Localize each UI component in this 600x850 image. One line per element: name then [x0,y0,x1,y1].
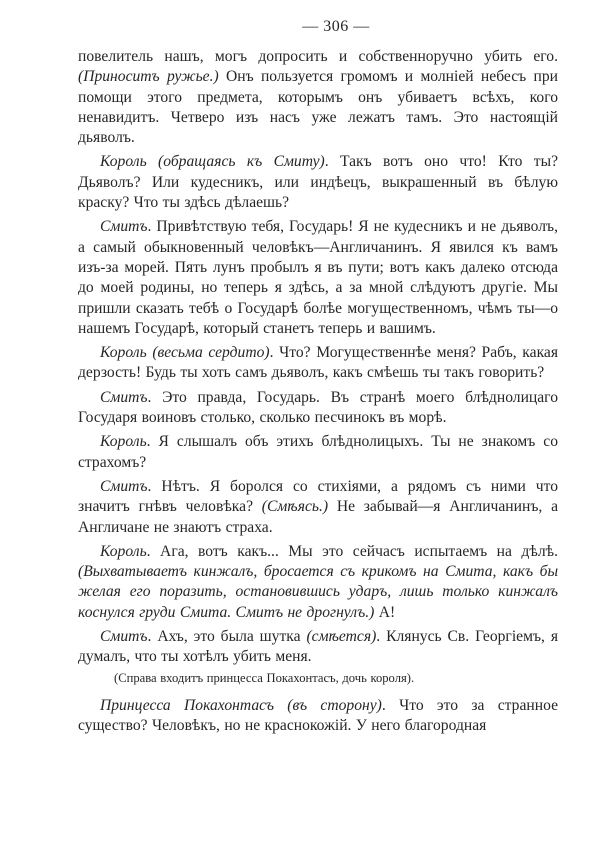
text-body [78,47,558,736]
dialogue-text: (Справа входитъ принцесса Покахонтасъ, дочь короля). [114,670,415,685]
stage-direction: (обращаясь къ Смиту) [158,153,325,171]
dialogue-paragraph [78,627,558,668]
speaker-name: Король [100,542,147,560]
dialogue-paragraph [78,696,558,737]
dialogue-text: Онъ пользуется громомъ и молніей небесъ при помощи этого предмета, которымъ онъ убиваетъ всѣхъ, кого ненавидитъ. Четверо изъ насъ уже лежатъ тамъ. Это настоящій дьяволъ. [78,68,558,147]
dialogue-paragraph [78,47,558,148]
stage-direction: (смѣется) [306,628,377,646]
page-number: — 306 — [302,18,370,35]
dialogue-paragraph [78,542,558,623]
dialogue-text: . Что? Могущественнѣе меня? Рабъ, какая дерзость! Будь ты хоть самъ дьяволъ, какъ смѣешь ты такъ говорить? [78,344,558,382]
stage-direction: (весьма сердито) [152,344,270,362]
stage-direction: (Выхватываетъ кинжалъ, бросается съ крикомъ на Смита, какъ бы желая его поразить, остановившись ударъ, лишь только кинжалъ коснулся груди Смита. Смитъ не дрогнулъ.) [78,563,558,621]
dialogue-paragraph [78,432,558,473]
dialogue-text: . Что это за странное существо? Человѣкъ, но не краснокожій. У него благородная [78,696,558,734]
speaker-name: Король [100,153,147,171]
dialogue-text: . Это правда, Государь. Въ странѣ моего блѣднолицаго Государя воиновъ столько, сколько песчинокъ въ морѣ. [78,388,558,427]
stage-direction: (Смѣясь.) [261,498,329,516]
dialogue-text: . Клянусь Св. Георгіемъ, я думалъ, что ты хотѣлъ убить меня. [78,628,558,666]
speaker-name: Смитъ [100,477,148,495]
dialogue-paragraph [78,477,558,538]
dialogue-text: . Привѣтствую тебя, Государь! Я не кудесникъ и не дьяволъ, а самый обыкновенный человѣкъ—Англичанинъ. Я явился къ вамъ изъ-за морей. Пять лунъ пробылъ я въ пути; вотъ какъ далеко отсюда до моей родины, но теперь я здѣсь, а за мной слѣдуютъ другіе. Мы пришли сказать тебѣ о Государѣ болѣе могущественномъ, чѣмъ ты—о нашемъ Государѣ, который станетъ теперь и вашимъ. [78,218,558,337]
dialogue-text [147,153,158,170]
speaker-name: Принцесса Покахонтасъ [100,696,274,714]
speaker-name: Смитъ [100,628,148,646]
speaker-name: Король [100,433,147,451]
dialogue-text: . Нѣтъ. Я боролся со стихіями, а рядомъ съ ними что значитъ гнѣвъ человѣка? [78,477,558,516]
stage-direction: (Приноситъ ружье.) [78,68,219,86]
dialogue-paragraph [78,343,558,384]
dialogue-paragraph [78,152,558,213]
dialogue-text: . Такъ вотъ оно что! Кто ты? Дьяволъ? Или кудесникъ, или индѣецъ, выкрашенный въ бѣлую краску? Что ты здѣсь дѣлаешь? [78,153,558,212]
stage-direction: (въ сторону) [287,696,382,714]
dialogue-text: Не забывай—я Англичанинъ, а Англичане не знаютъ страха. [78,498,558,536]
dialogue-paragraph [78,388,558,429]
dialogue-paragraph [78,217,558,339]
speaker-name: Король [100,344,147,362]
dialogue-text: . Ага, вотъ какъ... Мы это сейчасъ испытаемъ на дѣлѣ. [146,542,558,560]
dialogue-text: . Ахъ, это была шутка [147,628,307,646]
dialogue-text: А! [374,603,396,621]
dialogue-text: повелитель нашъ, могъ допросить и собственноручно убить его. [78,48,558,65]
speaker-name: Смитъ [100,388,148,406]
speaker-name: Смитъ [100,218,148,236]
stage-direction-paragraph [114,669,558,687]
dialogue-text [274,697,287,714]
dialogue-text: . Я слышалъ объ этихъ блѣднолицыхъ. Ты не знакомъ со страхомъ? [78,433,558,471]
